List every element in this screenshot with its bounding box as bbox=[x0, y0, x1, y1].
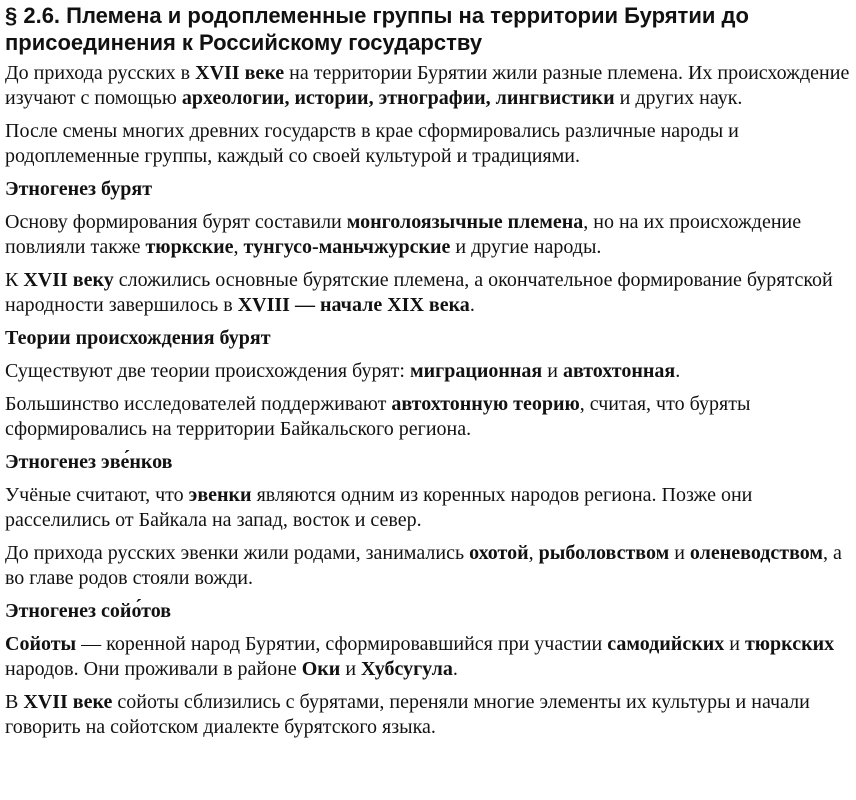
text-run: . bbox=[469, 294, 475, 316]
text-run: на территории Бурятии жили разные племена. Их происхождение изучают с помощью bbox=[5, 62, 850, 109]
bold-term: XVIII — начале XIX века bbox=[237, 294, 470, 316]
text-run: , но на их происхождение повлияли также bbox=[5, 211, 802, 258]
subheading-origin-theories: Теории происхождения бурят bbox=[5, 327, 271, 349]
text-run: — коренной народ Бурятии, сформировавшийся при участии bbox=[76, 633, 608, 655]
text-run: До прихода русских в bbox=[5, 62, 196, 84]
text-run: и bbox=[724, 633, 745, 655]
text-run: и bbox=[669, 542, 690, 564]
bold-term: XVII веку bbox=[23, 269, 114, 291]
bold-term: эвенки bbox=[188, 484, 252, 506]
bold-term: рыболовством bbox=[538, 542, 670, 564]
intro-paragraph-2: После смены многих древних государств в крае сформировались различные народы и родоплеменные группы, каждый со своей культурой и традициями. bbox=[5, 120, 739, 167]
text-run: и других наук. bbox=[614, 87, 743, 109]
bold-term: археологии, истории, этнографии, лингвистики bbox=[181, 87, 615, 109]
bold-term: самодийских bbox=[607, 633, 725, 655]
subheading-evenk-ethnogenesis: Этногенез эве́нков bbox=[5, 451, 173, 473]
section-title: § 2.6. Племена и родоплеменные группы на территории Бурятии до присоединения к Российскому государству bbox=[5, 3, 749, 55]
bold-term: Сойоты bbox=[5, 633, 77, 655]
bold-term: тюркских bbox=[744, 633, 835, 655]
text-run: К bbox=[5, 269, 24, 291]
bold-term: автохтонную теорию bbox=[391, 393, 580, 415]
subheading-soyot-ethnogenesis: Этногенез сойо́тов bbox=[5, 600, 172, 622]
bold-term: миграционная bbox=[409, 360, 543, 382]
text-run: Учёные считают, что bbox=[5, 484, 189, 506]
bold-term: Хубсугула bbox=[361, 658, 453, 680]
buryat-paragraph-1 bbox=[5, 210, 850, 260]
text-run: . bbox=[452, 658, 458, 680]
text-run: , bbox=[528, 542, 539, 564]
soyot-paragraph-1 bbox=[5, 632, 850, 682]
bold-term: тюркские bbox=[145, 236, 234, 258]
text-run: , а во главе родов стояли вожди. bbox=[5, 542, 842, 589]
theories-paragraph-2 bbox=[5, 392, 850, 442]
bold-term: монголоязычные племена bbox=[346, 211, 584, 233]
text-run: сойоты сблизились с бурятами, переняли многие элементы их культуры и начали говорить на сойотском диалекте бурятского языка. bbox=[5, 691, 810, 738]
bold-term: тунгусо-маньчжурские bbox=[243, 236, 451, 258]
text-run: и bbox=[542, 360, 563, 382]
intro-paragraph-1 bbox=[5, 61, 850, 111]
bold-term: Оки bbox=[301, 658, 341, 680]
bold-term: оленеводством bbox=[689, 542, 823, 564]
text-run: Основу формирования бурят составили bbox=[5, 211, 347, 233]
text-run: В bbox=[5, 691, 24, 713]
text-run: , считая, что буряты сформировались на территории Байкальского региона. bbox=[5, 393, 751, 440]
buryat-paragraph-2 bbox=[5, 268, 850, 318]
evenk-paragraph-1 bbox=[5, 483, 850, 533]
text-run: и другие народы. bbox=[450, 236, 602, 258]
bold-term: XVII веке bbox=[195, 62, 285, 84]
soyot-paragraph-2 bbox=[5, 690, 850, 740]
text-run: До прихода русских эвенки жили родами, занимались bbox=[5, 542, 470, 564]
text-run: . bbox=[675, 360, 681, 382]
text-run: , bbox=[233, 236, 244, 258]
bold-term: автохтонная bbox=[562, 360, 676, 382]
text-run: сложились основные бурятские племена, а окончательное формирование бурятской народности завершилось в bbox=[5, 269, 833, 316]
text-run: Большинство исследователей поддерживают bbox=[5, 393, 392, 415]
text-run: являются одним из коренных народов региона. Позже они расселились от Байкала на запад, восток и север. bbox=[5, 484, 753, 531]
text-run: народов. Они проживали в районе bbox=[5, 658, 302, 680]
text-run: Существуют две теории происхождения бурят: bbox=[5, 360, 410, 382]
text-run: и bbox=[340, 658, 362, 680]
bold-term: охотой bbox=[469, 542, 529, 564]
theories-paragraph-1 bbox=[5, 359, 850, 384]
subheading-buryat-ethnogenesis: Этногенез бурят bbox=[5, 178, 153, 200]
bold-term: XVII веке bbox=[23, 691, 113, 713]
evenk-paragraph-2 bbox=[5, 541, 850, 591]
